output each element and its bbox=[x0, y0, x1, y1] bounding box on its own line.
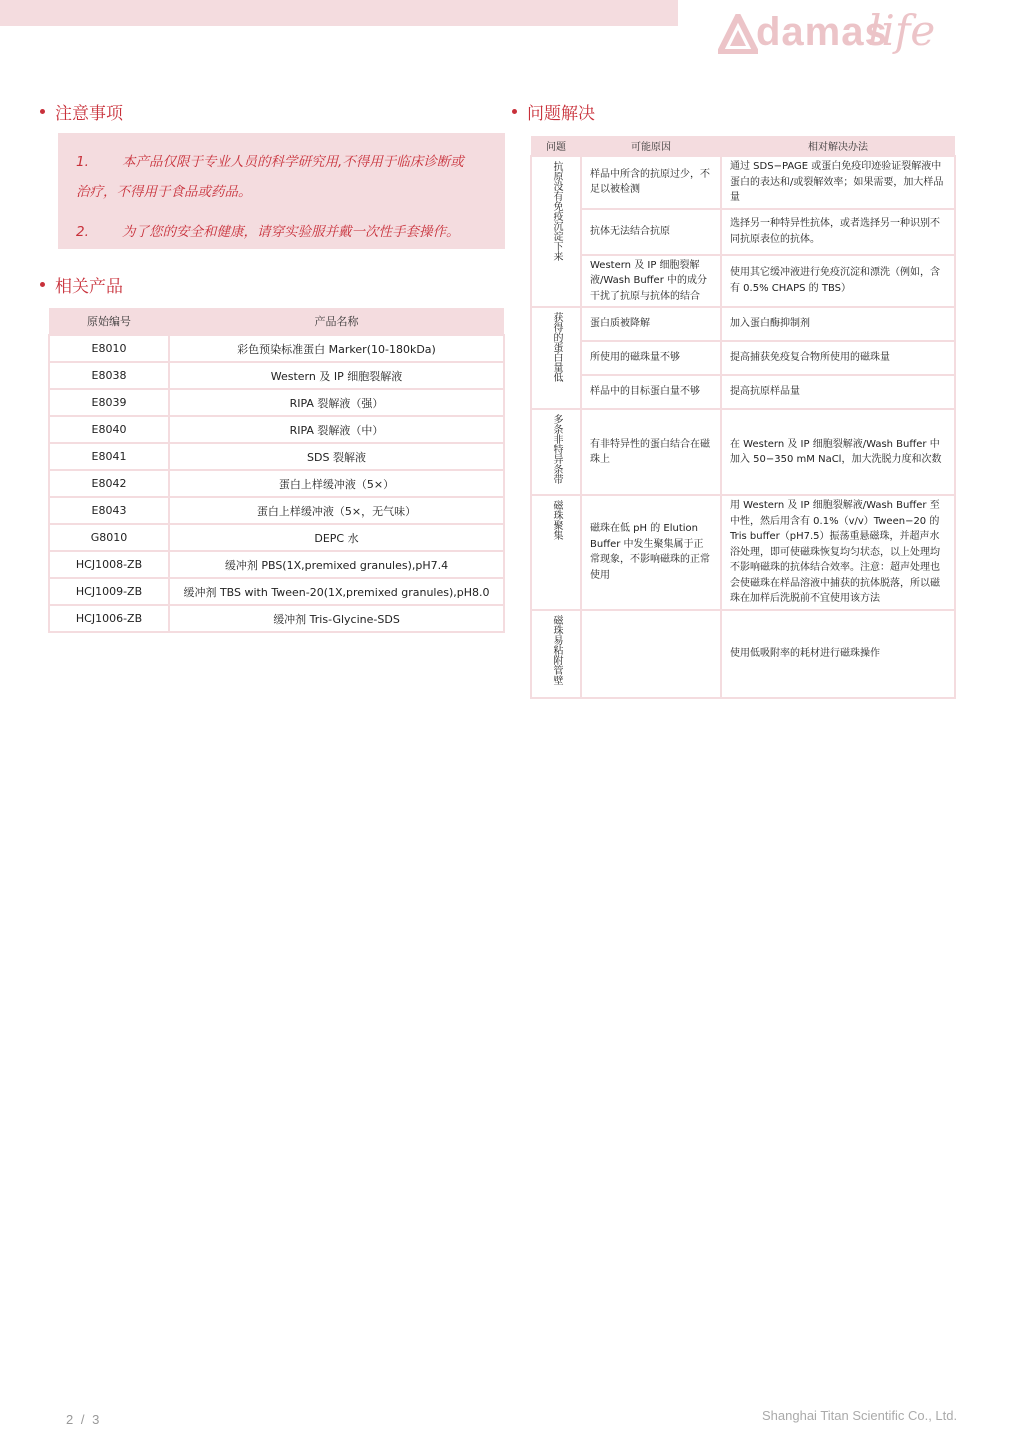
notice-item bbox=[76, 177, 487, 207]
notice-number: 2. bbox=[76, 224, 89, 240]
issue-label: 多条非特异条带 bbox=[551, 414, 562, 484]
notice-title: 注意事项 bbox=[40, 99, 123, 124]
product-name: RIPA 裂解液（中） bbox=[169, 416, 504, 443]
product-code: E8043 bbox=[49, 497, 169, 524]
logo-word: damas bbox=[756, 10, 888, 54]
product-name: 彩色预染标准蛋白 Marker(10-180kDa) bbox=[169, 335, 504, 362]
related-products-table bbox=[48, 308, 505, 633]
table-row bbox=[531, 375, 955, 409]
product-code: HCJ1006-ZB bbox=[49, 605, 169, 632]
notice-text: 为了您的安全和健康，请穿实验服并戴一次性手套操作。 bbox=[122, 224, 460, 240]
cause-cell: Western 及 IP 细胞裂解液/Wash Buffer 中的成分干扰了抗原与抗体的结合 bbox=[581, 255, 721, 308]
issue-label: 磁珠易粘附管壁 bbox=[551, 614, 562, 685]
table-row bbox=[531, 610, 955, 698]
column-header-issue: 问题 bbox=[531, 136, 581, 156]
table-row bbox=[531, 341, 955, 375]
product-name: RIPA 裂解液（强） bbox=[169, 389, 504, 416]
table-row bbox=[531, 209, 955, 255]
table-row bbox=[49, 524, 504, 551]
issue-cell bbox=[531, 409, 581, 495]
cause-cell: 抗体无法结合抗原 bbox=[581, 209, 721, 255]
company-name: Shanghai Titan Scientific Co., Ltd. bbox=[762, 1408, 958, 1423]
logo-script: life bbox=[868, 6, 936, 55]
product-name: 蛋白上样缓冲液（5×，无气味） bbox=[169, 497, 504, 524]
table-row bbox=[49, 551, 504, 578]
bullet-icon bbox=[512, 109, 517, 114]
notice-item bbox=[76, 147, 487, 177]
related-title: 相关产品 bbox=[40, 272, 123, 297]
notice-box bbox=[58, 133, 505, 249]
product-name: DEPC 水 bbox=[169, 524, 504, 551]
table-row bbox=[49, 443, 504, 470]
product-code: HCJ1008-ZB bbox=[49, 551, 169, 578]
column-header-name: 产品名称 bbox=[169, 308, 504, 335]
solution-cell: 在 Western 及 IP 细胞裂解液/Wash Buffer 中加入 50−350 mM NaCl，加大洗脱力度和次数 bbox=[721, 409, 955, 495]
table-row bbox=[49, 389, 504, 416]
notice-number: 1. bbox=[76, 154, 89, 170]
product-code: E8041 bbox=[49, 443, 169, 470]
table-row bbox=[531, 307, 955, 341]
table-row bbox=[49, 578, 504, 605]
cause-cell: 蛋白质被降解 bbox=[581, 307, 721, 341]
product-name: 缓冲剂 TBS with Tween-20(1X,premixed granules),pH8.0 bbox=[169, 578, 504, 605]
solution-cell: 通过 SDS−PAGE 或蛋白免疫印迹验证裂解液中蛋白的表达和/或裂解效率；如果需要，加大样品量 bbox=[721, 156, 955, 209]
page-number: 2 / 3 bbox=[66, 1412, 102, 1427]
table-row bbox=[531, 409, 955, 495]
product-code: E8038 bbox=[49, 362, 169, 389]
issue-cell bbox=[531, 307, 581, 409]
solution-cell: 加入蛋白酶抑制剂 bbox=[721, 307, 955, 341]
cause-cell bbox=[581, 610, 721, 698]
cause-cell: 磁珠在低 pH 的 Elution Buffer 中发生聚集属于正常现象，不影响磁珠的正常使用 bbox=[581, 495, 721, 610]
solution-cell: 使用其它缓冲液进行免疫沉淀和漂洗（例如，含有 0.5% CHAPS 的 TBS） bbox=[721, 255, 955, 308]
issue-label: 抗原没有免疫沉淀下来 bbox=[551, 161, 562, 261]
product-name: 缓冲剂 PBS(1X,premixed granules),pH7.4 bbox=[169, 551, 504, 578]
column-header-code: 原始编号 bbox=[49, 308, 169, 335]
product-name: Western 及 IP 细胞裂解液 bbox=[169, 362, 504, 389]
solution-cell: 选择另一种特异性抗体，或者选择另一种识别不同抗原表位的抗体。 bbox=[721, 209, 955, 255]
product-code: E8042 bbox=[49, 470, 169, 497]
product-code: HCJ1009-ZB bbox=[49, 578, 169, 605]
notice-text: 本产品仅限于专业人员的科学研究用,不得用于临床诊断或 bbox=[122, 154, 464, 170]
product-code: E8040 bbox=[49, 416, 169, 443]
notice-item bbox=[76, 217, 487, 247]
solution-cell: 使用低吸附率的耗材进行磁珠操作 bbox=[721, 610, 955, 698]
table-row bbox=[49, 605, 504, 632]
table-row bbox=[531, 495, 955, 610]
product-name: 缓冲剂 Tris-Glycine-SDS bbox=[169, 605, 504, 632]
bullet-icon bbox=[40, 282, 45, 287]
cause-cell: 有非特异性的蛋白结合在磁珠上 bbox=[581, 409, 721, 495]
issue-cell bbox=[531, 495, 581, 610]
table-row bbox=[49, 497, 504, 524]
brand-logo bbox=[718, 6, 968, 62]
notice-text: 治疗，不得用于食品或药品。 bbox=[76, 184, 252, 200]
column-header-cause: 可能原因 bbox=[581, 136, 721, 156]
solution-cell: 用 Western 及 IP 细胞裂解液/Wash Buffer 至中性，然后用含有 0.1%（v/v）Tween−20 的 Tris buffer（pH7.5）振荡重悬磁珠，并超声水浴处理，即可使磁珠恢复均匀状态，以上处理均不影响磁珠的抗体结合效率。注意：超声处理也会使磁珠在样品溶液中捕获的抗体脱落，所以磁珠在加样后洗脱前不宜使用该方法 bbox=[721, 495, 955, 610]
issue-cell bbox=[531, 610, 581, 698]
product-code: E8039 bbox=[49, 389, 169, 416]
cause-cell: 样品中的目标蛋白量不够 bbox=[581, 375, 721, 409]
issue-label: 磁珠聚集 bbox=[551, 500, 562, 540]
product-code: G8010 bbox=[49, 524, 169, 551]
triangle-logo-icon bbox=[718, 14, 758, 54]
product-code: E8010 bbox=[49, 335, 169, 362]
table-row bbox=[531, 255, 955, 308]
cause-cell: 所使用的磁珠量不够 bbox=[581, 341, 721, 375]
table-row bbox=[49, 335, 504, 362]
bullet-icon bbox=[40, 109, 45, 114]
cause-cell: 样品中所含的抗原过少，不足以被检测 bbox=[581, 156, 721, 209]
column-header-solution: 相对解决办法 bbox=[721, 136, 955, 156]
table-row bbox=[49, 362, 504, 389]
issue-cell bbox=[531, 156, 581, 307]
solution-cell: 提高抗原样品量 bbox=[721, 375, 955, 409]
troubleshooting-title: 问题解决 bbox=[512, 99, 595, 124]
header-band bbox=[0, 0, 678, 26]
troubleshooting-table bbox=[530, 136, 956, 699]
table-row bbox=[49, 416, 504, 443]
product-name: 蛋白上样缓冲液（5×） bbox=[169, 470, 504, 497]
table-row bbox=[49, 470, 504, 497]
issue-label: 获得的蛋白量低 bbox=[551, 312, 562, 382]
solution-cell: 提高捕获免疫复合物所使用的磁珠量 bbox=[721, 341, 955, 375]
table-row bbox=[531, 156, 955, 209]
product-name: SDS 裂解液 bbox=[169, 443, 504, 470]
